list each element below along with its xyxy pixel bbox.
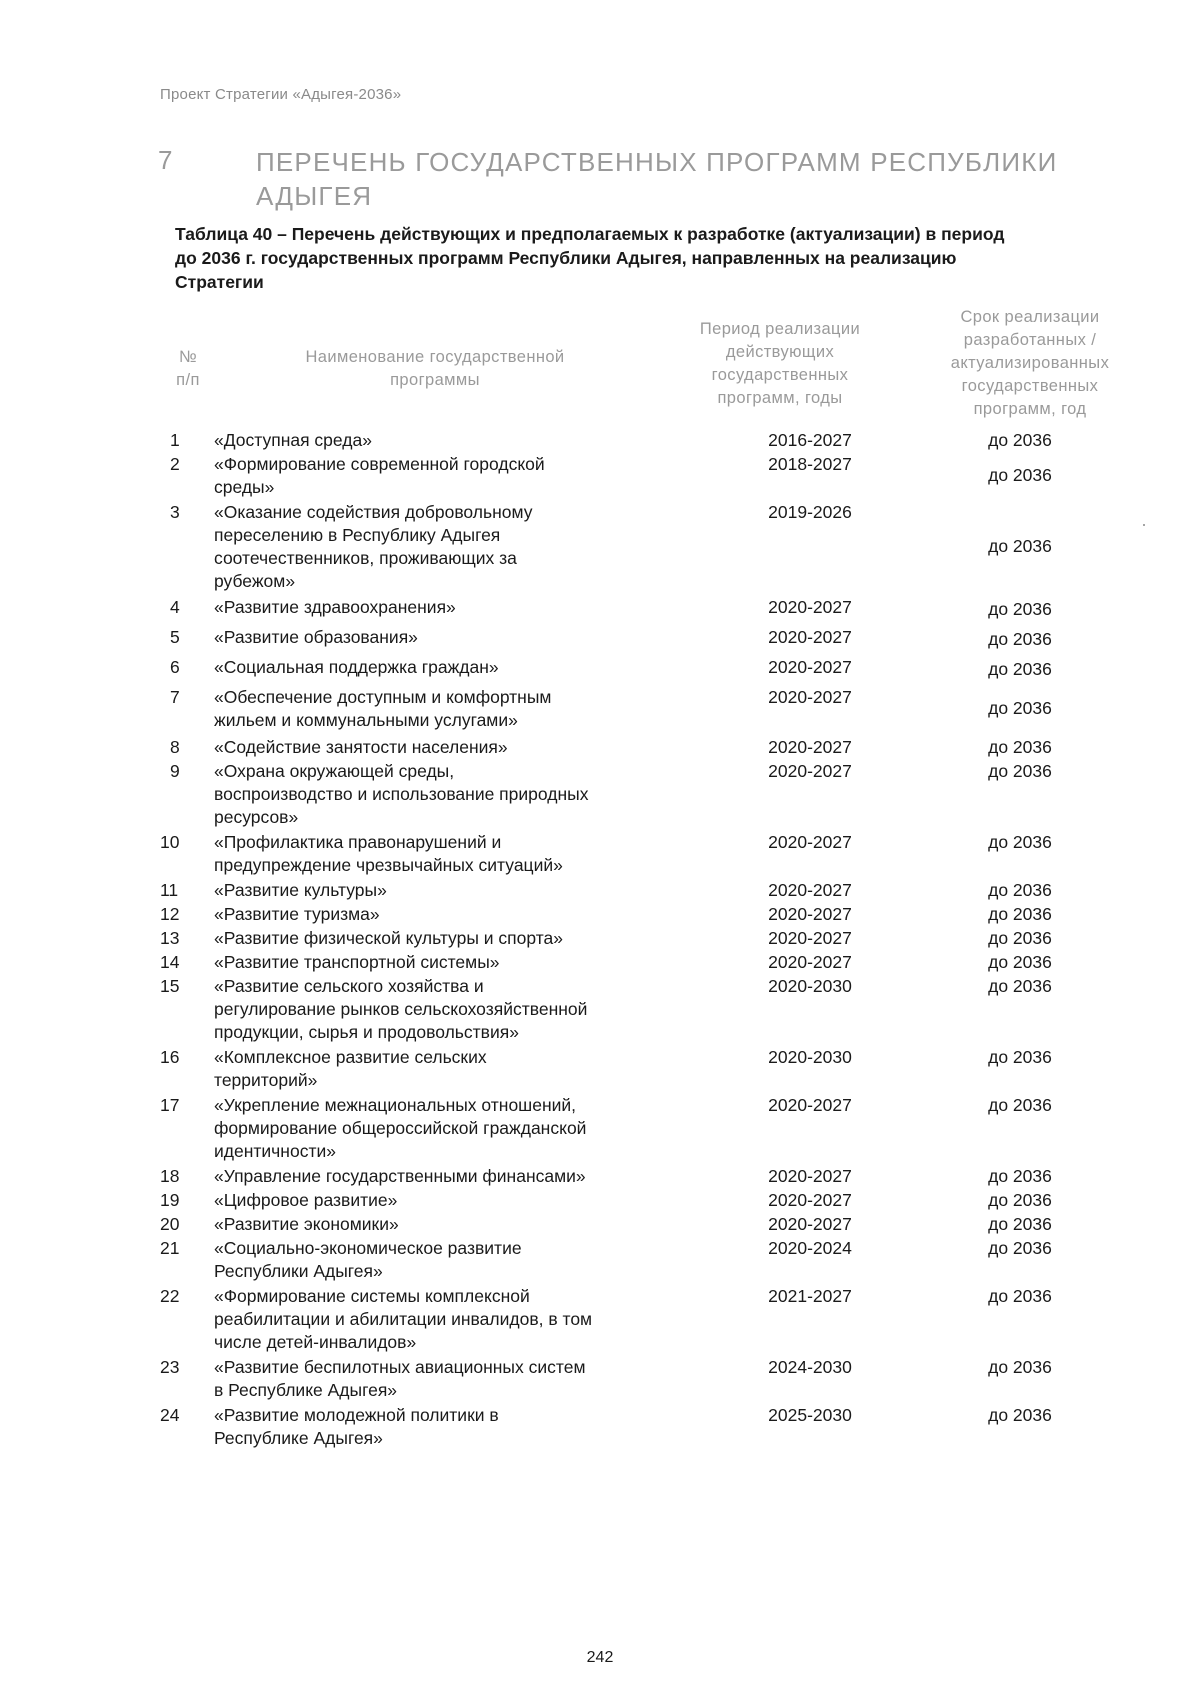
chapter-title-line: АДЫГЕЯ (256, 181, 373, 211)
program-term: до 2036 (988, 1238, 1052, 1258)
program-period: 2020-2027 (768, 904, 852, 924)
program-name-line: ресурсов» (214, 807, 299, 827)
program-term: до 2036 (988, 536, 1052, 556)
program-name (214, 903, 674, 926)
program-term: до 2036 (988, 880, 1052, 900)
program-name-line: регулирование рынков сельскохозяйственной (214, 999, 588, 1019)
row-number: 8 (170, 737, 180, 757)
program-name-line: «Развитие экономики» (214, 1214, 399, 1234)
row-number: 7 (170, 687, 180, 707)
program-name-line: воспроизводство и использование природных (214, 784, 589, 804)
program-name (214, 429, 674, 452)
row-number: 21 (160, 1238, 180, 1258)
program-term: до 2036 (988, 1166, 1052, 1186)
program-term: до 2036 (988, 1095, 1052, 1115)
row-number: 22 (160, 1286, 180, 1306)
header-line: п/п (176, 371, 200, 389)
caption-line: до 2036 г. государственных программ Республики Адыгея, направленных на реализацию (175, 248, 957, 268)
program-name (214, 760, 674, 829)
program-name (214, 656, 674, 679)
program-name-line: «Развитие транспортной системы» (214, 952, 500, 972)
program-term: до 2036 (988, 952, 1052, 972)
row-number: 19 (160, 1190, 180, 1210)
program-name-line: «Оказание содействия добровольному (214, 502, 533, 522)
program-name-line: рубежом» (214, 571, 296, 591)
program-name-line: «Содействие занятости населения» (214, 737, 508, 757)
program-name (214, 1189, 674, 1212)
program-period: 2024-2030 (768, 1357, 852, 1377)
header-line: Период реализации (699, 320, 861, 338)
program-term: до 2036 (988, 1405, 1052, 1425)
program-name-line: в Республике Адыгея» (214, 1380, 398, 1400)
header-line: № (178, 348, 198, 366)
header-line: программы (390, 371, 480, 389)
program-name (214, 501, 674, 593)
header-line: программ, год (973, 400, 1087, 418)
program-name-line: «Профилактика правонарушений и (214, 832, 502, 852)
program-term: до 2036 (988, 698, 1052, 718)
row-number: 20 (160, 1214, 180, 1234)
program-period: 2020-2027 (768, 687, 852, 707)
header-line: программ, годы (717, 389, 843, 407)
program-period: 2020-2027 (768, 832, 852, 852)
program-term: до 2036 (988, 599, 1052, 619)
row-number: 24 (160, 1405, 180, 1425)
scan-speck (1143, 524, 1145, 526)
header-line: государственных (961, 377, 1099, 395)
program-name-line: «Социально-экономическое развитие (214, 1238, 522, 1258)
program-name (214, 1356, 674, 1402)
program-name-line: жильем и коммунальными услугами» (214, 710, 518, 730)
program-term: до 2036 (988, 1357, 1052, 1377)
program-period: 2020-2027 (768, 657, 852, 677)
program-period: 2020-2027 (768, 1166, 852, 1186)
program-name-line: «Доступная среда» (214, 430, 372, 450)
program-term: до 2036 (988, 832, 1052, 852)
program-term: до 2036 (988, 1286, 1052, 1306)
program-period: 2021-2027 (768, 1286, 852, 1306)
row-number: 18 (160, 1166, 180, 1186)
header-line: Срок реализации (960, 308, 1100, 326)
program-name (214, 927, 674, 950)
row-number: 10 (160, 832, 180, 852)
row-number: 17 (160, 1095, 180, 1115)
program-name-line: «Развитие сельского хозяйства и (214, 976, 484, 996)
caption-line: Стратегии (175, 272, 264, 292)
program-period: 2016-2027 (768, 430, 852, 450)
program-name (214, 1046, 674, 1092)
program-period: 2020-2030 (768, 1047, 852, 1067)
program-name-line: «Управление государственными финансами» (214, 1166, 586, 1186)
program-term: до 2036 (988, 1214, 1052, 1234)
program-period: 2020-2027 (768, 880, 852, 900)
row-number: 5 (170, 627, 180, 647)
program-name (214, 1285, 674, 1354)
program-name-line: «Формирование современной городской (214, 454, 545, 474)
program-period: 2020-2027 (768, 597, 852, 617)
program-name-line: Республике Адыгея» (214, 1428, 383, 1448)
program-period: 2020-2027 (768, 952, 852, 972)
program-name-line: «Формирование системы комплексной (214, 1286, 530, 1306)
program-term: до 2036 (988, 737, 1052, 757)
program-name (214, 1165, 674, 1188)
chapter-number: 7 (158, 145, 174, 175)
program-name (214, 879, 674, 902)
header-line: разработанных / (963, 331, 1097, 349)
program-name-line: переселению в Республику Адыгея (214, 525, 501, 545)
program-period: 2018-2027 (768, 454, 852, 474)
row-number: 23 (160, 1357, 180, 1377)
program-name (214, 596, 674, 619)
program-name (214, 951, 674, 974)
program-name (214, 1237, 674, 1283)
program-name-line: «Развитие туризма» (214, 904, 380, 924)
program-period: 2020-2027 (768, 928, 852, 948)
header-line: актуализированных (950, 354, 1110, 372)
program-name-line: предупреждение чрезвычайных ситуаций» (214, 855, 563, 875)
program-term: до 2036 (988, 465, 1052, 485)
program-name (214, 736, 674, 759)
page-number: 242 (586, 1649, 614, 1666)
row-number: 15 (160, 976, 180, 996)
program-name (214, 1213, 674, 1236)
row-number: 4 (170, 597, 180, 617)
program-name-line: реабилитации и абилитации инвалидов, в том (214, 1309, 593, 1329)
program-name-line: «Социальная поддержка граждан» (214, 657, 499, 677)
program-name (214, 975, 674, 1044)
program-name (214, 831, 674, 877)
program-term: до 2036 (988, 430, 1052, 450)
program-name (214, 1094, 674, 1163)
caption-line: Таблица 40 – Перечень действующих и предполагаемых к разработке (актуализации) в период (175, 224, 1005, 244)
program-period: 2025-2030 (768, 1405, 852, 1425)
program-term: до 2036 (988, 629, 1052, 649)
row-number: 1 (170, 430, 180, 450)
program-name-line: «Укрепление межнациональных отношений, (214, 1095, 577, 1115)
program-name-line: территорий» (214, 1070, 318, 1090)
program-name-line: «Обеспечение доступным и комфортным (214, 687, 552, 707)
header-line: Наименование государственной (305, 348, 565, 366)
program-name-line: соотечественников, проживающих за (214, 548, 517, 568)
program-name-line: «Цифровое развитие» (214, 1190, 398, 1210)
program-name-line: Республики Адыгея» (214, 1261, 383, 1281)
program-name-line: среды» (214, 477, 275, 497)
header-line: государственных (711, 366, 849, 384)
program-name-line: «Развитие физической культуры и спорта» (214, 928, 563, 948)
row-number: 16 (160, 1047, 180, 1067)
program-period: 2020-2024 (768, 1238, 852, 1258)
row-number: 9 (170, 761, 180, 781)
program-term: до 2036 (988, 659, 1052, 679)
program-name-line: «Развитие культуры» (214, 880, 387, 900)
program-term: до 2036 (988, 761, 1052, 781)
program-name-line: «Развитие молодежной политики в (214, 1405, 499, 1425)
program-term: до 2036 (988, 904, 1052, 924)
program-name-line: формирование общероссийской гражданской (214, 1118, 587, 1138)
program-term: до 2036 (988, 1190, 1052, 1210)
program-name-line: числе детей-инвалидов» (214, 1332, 417, 1352)
program-period: 2020-2027 (768, 737, 852, 757)
program-period: 2020-2027 (768, 761, 852, 781)
program-name-line: «Развитие здравоохранения» (214, 597, 456, 617)
running-header: Проект Стратегии «Адыгея-2036» (160, 86, 402, 103)
program-name-line: «Комплексное развитие сельских (214, 1047, 487, 1067)
row-number: 14 (160, 952, 180, 972)
header-line: действующих (725, 343, 835, 361)
program-period: 2020-2027 (768, 627, 852, 647)
row-number: 2 (170, 454, 180, 474)
program-period: 2020-2027 (768, 1214, 852, 1234)
program-name (214, 453, 674, 499)
program-term: до 2036 (988, 1047, 1052, 1067)
program-term: до 2036 (988, 928, 1052, 948)
program-name-line: «Охрана окружающей среды, (214, 761, 455, 781)
row-number: 6 (170, 657, 180, 677)
row-number: 11 (160, 880, 179, 900)
program-period: 2020-2030 (768, 976, 852, 996)
program-period: 2020-2027 (768, 1190, 852, 1210)
program-name (214, 626, 674, 649)
program-term: до 2036 (988, 976, 1052, 996)
program-name (214, 1404, 674, 1450)
program-period: 2020-2027 (768, 1095, 852, 1115)
program-name (214, 686, 674, 732)
program-name-line: идентичности» (214, 1141, 336, 1161)
row-number: 12 (160, 904, 180, 924)
program-period: 2019-2026 (768, 502, 852, 522)
program-name-line: «Развитие беспилотных авиационных систем (214, 1357, 586, 1377)
chapter-title-line: ПЕРЕЧЕНЬ ГОСУДАРСТВЕННЫХ ПРОГРАММ РЕСПУБЛИКИ (256, 147, 1058, 177)
row-number: 13 (160, 928, 180, 948)
row-number: 3 (170, 502, 180, 522)
program-name-line: «Развитие образования» (214, 627, 418, 647)
program-name-line: продукции, сырья и продовольствия» (214, 1022, 519, 1042)
